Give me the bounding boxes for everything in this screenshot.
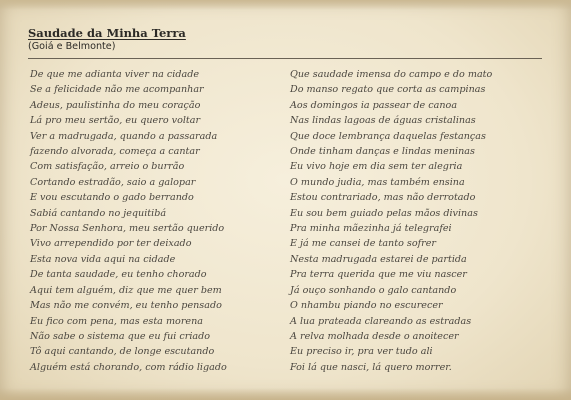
lyric-line: Não sabe o sistema que eu fui criado — [30, 330, 211, 342]
lyric-line: Sabiá cantando no jequitibá — [30, 207, 167, 219]
lyric-line: Esta nova vida aqui na cidade — [30, 253, 176, 265]
lyric-line: Se a felicidade não me acompanhar — [30, 84, 204, 96]
lyric-line: Pra terra querida que me viu nascer — [290, 269, 467, 281]
lyric-line: Nas lindas lagoas de águas cristalinas — [290, 115, 476, 127]
lyric-line: De tanta saudade, eu tenho chorado — [30, 269, 207, 281]
lyric-line: Eu sou bem guiado pelas mãos divinas — [290, 207, 478, 219]
lyric-line: Com satisfação, arreio o burrão — [30, 161, 185, 173]
lyric-line: Do manso regato que corta as campinas — [290, 84, 486, 96]
lyric-line: Ver a madrugada, quando a passarada — [30, 130, 218, 142]
lyric-line: De que me adianta viver na cidade — [30, 69, 200, 80]
lyric-line: fazendo alvorada, começa a cantar — [30, 146, 200, 158]
lyric-line: O mundo judia, mas também ensina — [290, 176, 465, 188]
lyric-line: Pra minha mãezinha já telegrafei — [290, 223, 452, 235]
lyric-line: Tô aqui cantando, de longe escutando — [30, 346, 215, 358]
lyric-line: Estou contrariado, mas não derrotado — [290, 192, 476, 204]
lyric-line: Vivo arrependido por ter deixado — [30, 238, 192, 250]
lyric-line: Nesta madrugada estarei de partida — [290, 253, 467, 265]
lyric-line: Eu fico com pena, mas esta morena — [30, 315, 203, 327]
lyric-line: O nhambu piando no escurecer — [290, 300, 443, 312]
lyric-line: Eu vivo hoje em dia sem ter alegria — [290, 161, 463, 173]
lyric-line: Alguém está chorando, com rádio ligado — [30, 361, 227, 373]
lyric-line: Que doce lembrança daquelas festanças — [290, 130, 486, 142]
lyric-line: Aqui tem alguém, diz que me quer bem — [30, 284, 222, 296]
lyric-line: Eu preciso ir, pra ver tudo ali — [290, 346, 433, 358]
lyric-line: Por Nossa Senhora, meu sertão querido — [30, 223, 225, 235]
lyric-line: Que saudade imensa do campo e do mato — [290, 69, 493, 80]
song-artists: (Goiá e Belmonte) — [28, 41, 116, 52]
lyric-line: Cortando estradão, saio a galopar — [30, 176, 196, 188]
lyric-line: Adeus, paulistinha do meu coração — [30, 99, 201, 111]
lyric-line: E já me cansei de tanto sofrer — [290, 238, 437, 250]
lyric-line: A relva molhada desde o anoitecer — [290, 330, 459, 342]
lyric-line: E vou escutando o gado berrando — [30, 192, 194, 204]
lyrics-left-column — [30, 67, 280, 375]
lyric-line: A lua prateada clareando as estradas — [290, 315, 472, 327]
lyric-line: Aos domingos ia passear de canoa — [290, 99, 458, 111]
lyric-line: Já ouço sonhando o galo cantando — [290, 284, 457, 296]
lyric-line: Mas não me convém, eu tenho pensado — [30, 300, 222, 312]
lyrics-right-column — [290, 67, 550, 375]
divider — [28, 58, 542, 59]
lyric-line: Onde tinham danças e lindas meninas — [290, 146, 475, 158]
lyric-line: Foi lá que nasci, lá quero morrer. — [290, 361, 452, 373]
lyric-line: Lá pro meu sertão, eu quero voltar — [30, 115, 201, 127]
song-title: Saudade da Minha Terra — [28, 26, 186, 40]
